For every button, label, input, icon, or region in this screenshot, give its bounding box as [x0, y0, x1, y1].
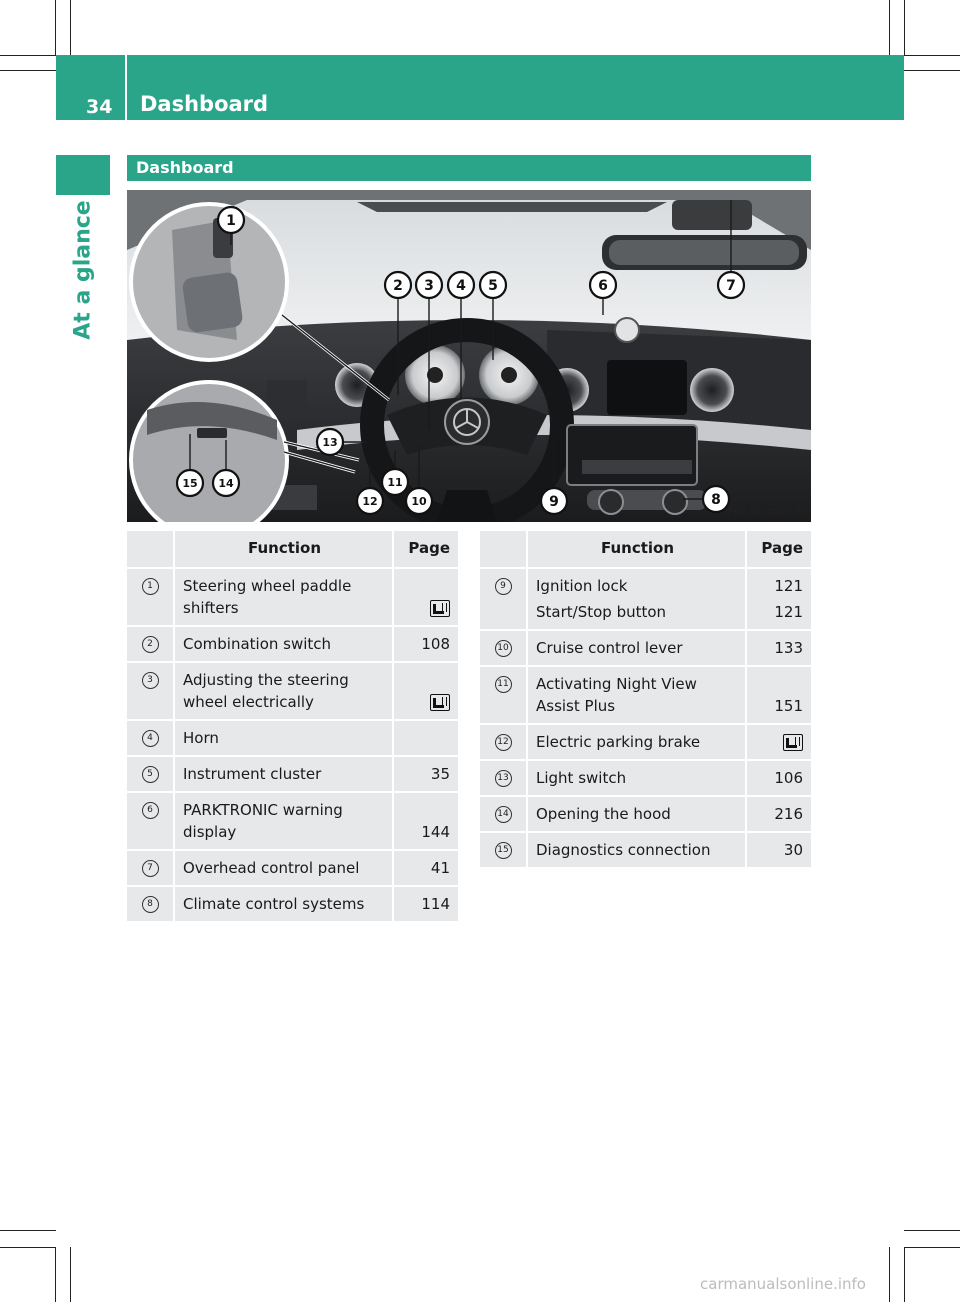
callout-13: 13 — [322, 436, 338, 449]
callout-1: 1 — [226, 213, 236, 229]
function-cell: Climate control systems — [175, 887, 394, 923]
page-cell: 108 — [394, 627, 458, 663]
callout-number: 7 — [142, 860, 159, 877]
table-row — [127, 757, 458, 793]
header-title: Dashboard — [140, 92, 269, 116]
table-row — [480, 569, 811, 631]
side-tab — [56, 155, 110, 195]
callout-number: 3 — [142, 672, 159, 689]
callout-number: 13 — [495, 770, 512, 787]
function-cell: Horn — [175, 721, 394, 757]
page-cell: 216 — [747, 797, 811, 833]
callout-15: 15 — [182, 477, 198, 490]
callout-number: 1 — [142, 578, 159, 595]
page-cell: 41 — [394, 851, 458, 887]
crop-mark — [0, 1230, 56, 1231]
function-cell: Activating Night View Assist Plus — [528, 667, 747, 725]
page-cell: 151 — [747, 667, 811, 725]
crop-mark — [904, 1247, 905, 1302]
crop-mark — [904, 0, 905, 55]
function-cell: Combination switch — [175, 627, 394, 663]
page-cell — [747, 569, 811, 631]
header-num — [480, 531, 528, 569]
table-row — [480, 667, 811, 725]
table-row — [127, 721, 458, 757]
callout-14: 14 — [218, 477, 234, 490]
page-cell — [394, 569, 458, 627]
table-row — [127, 627, 458, 663]
function-cell: Overhead control panel — [175, 851, 394, 887]
callout-5: 5 — [488, 278, 498, 294]
side-tab-label: At a glance — [70, 200, 96, 340]
function-line: Start/Stop button — [536, 603, 667, 621]
crop-mark — [904, 1230, 960, 1231]
callout-7: 7 — [726, 278, 736, 294]
crop-mark — [904, 70, 960, 71]
function-table-right — [480, 531, 811, 869]
page-cell — [394, 721, 458, 757]
header-function: Function — [175, 531, 394, 569]
table-row — [480, 833, 811, 869]
callout-4: 4 — [456, 278, 466, 294]
page-number: 34 — [86, 96, 113, 118]
page-cell: 35 — [394, 757, 458, 793]
footer-watermark: carmanualsonline.info — [700, 1275, 866, 1293]
header-page: Page — [747, 531, 811, 569]
page-cell — [747, 725, 811, 761]
callout-3: 3 — [424, 278, 434, 294]
dashboard-figure — [127, 190, 811, 522]
callout-number: 8 — [142, 896, 159, 913]
function-cell: Steering wheel paddle shifters — [175, 569, 394, 627]
page-cell: 144 — [394, 793, 458, 851]
dashboard-illustration — [127, 190, 811, 522]
callout-number: 6 — [142, 802, 159, 819]
function-cell: Instrument cluster — [175, 757, 394, 793]
table-row — [127, 663, 458, 721]
book-reference-icon — [430, 600, 450, 617]
page-ref: 121 — [774, 603, 803, 621]
crop-mark — [0, 1247, 56, 1248]
function-cell: Adjusting the steering wheel electrically — [175, 663, 394, 721]
section-title: Dashboard — [136, 158, 234, 177]
function-cell: Diagnostics connection — [528, 833, 747, 869]
page-cell: 30 — [747, 833, 811, 869]
function-table-left — [127, 531, 458, 923]
callout-9: 9 — [549, 494, 559, 510]
function-cell — [528, 569, 747, 631]
callout-number: 15 — [495, 842, 512, 859]
table-row — [127, 851, 458, 887]
book-reference-icon — [783, 734, 803, 751]
table-row — [480, 725, 811, 761]
function-cell: Opening the hood — [528, 797, 747, 833]
header-num — [127, 531, 175, 569]
callout-6: 6 — [598, 278, 608, 294]
callout-number: 12 — [495, 734, 512, 751]
crop-mark — [70, 0, 71, 55]
page-ref: 121 — [774, 577, 803, 595]
crop-mark — [889, 1247, 890, 1302]
callout-number: 5 — [142, 766, 159, 783]
crop-mark — [70, 1247, 71, 1302]
callout-number: 10 — [495, 640, 512, 657]
callout-number: 2 — [142, 636, 159, 653]
crop-mark — [904, 55, 960, 56]
function-cell: Light switch — [528, 761, 747, 797]
callout-number: 11 — [495, 676, 512, 693]
function-cell: Electric parking brake — [528, 725, 747, 761]
page-cell: 114 — [394, 887, 458, 923]
table-row — [480, 761, 811, 797]
table-row — [480, 631, 811, 667]
page-cell — [394, 663, 458, 721]
function-cell: PARKTRONIC warning display — [175, 793, 394, 851]
page-cell: 106 — [747, 761, 811, 797]
function-cell: Cruise control lever — [528, 631, 747, 667]
table-row — [480, 797, 811, 833]
figure-id: P68.10-4593-31 — [727, 507, 808, 518]
callout-number: 14 — [495, 806, 512, 823]
callout-2: 2 — [393, 278, 403, 294]
callout-8: 8 — [711, 492, 721, 508]
header-divider — [125, 55, 127, 120]
crop-mark — [0, 70, 56, 71]
book-reference-icon — [430, 694, 450, 711]
table-row — [127, 887, 458, 923]
callout-11: 11 — [387, 476, 403, 489]
table-row — [127, 569, 458, 627]
function-line: Ignition lock — [536, 577, 628, 595]
crop-mark — [904, 1247, 960, 1248]
crop-mark — [0, 55, 56, 56]
callout-number: 9 — [495, 578, 512, 595]
table-header-row — [480, 531, 811, 569]
callout-12: 12 — [362, 495, 378, 508]
table-row — [127, 793, 458, 851]
crop-mark — [55, 1247, 56, 1302]
callout-10: 10 — [411, 495, 427, 508]
table-header-row — [127, 531, 458, 569]
crop-mark — [889, 0, 890, 55]
crop-mark — [55, 0, 56, 55]
callout-number: 4 — [142, 730, 159, 747]
page-cell: 133 — [747, 631, 811, 667]
header-page: Page — [394, 531, 458, 569]
header-function: Function — [528, 531, 747, 569]
